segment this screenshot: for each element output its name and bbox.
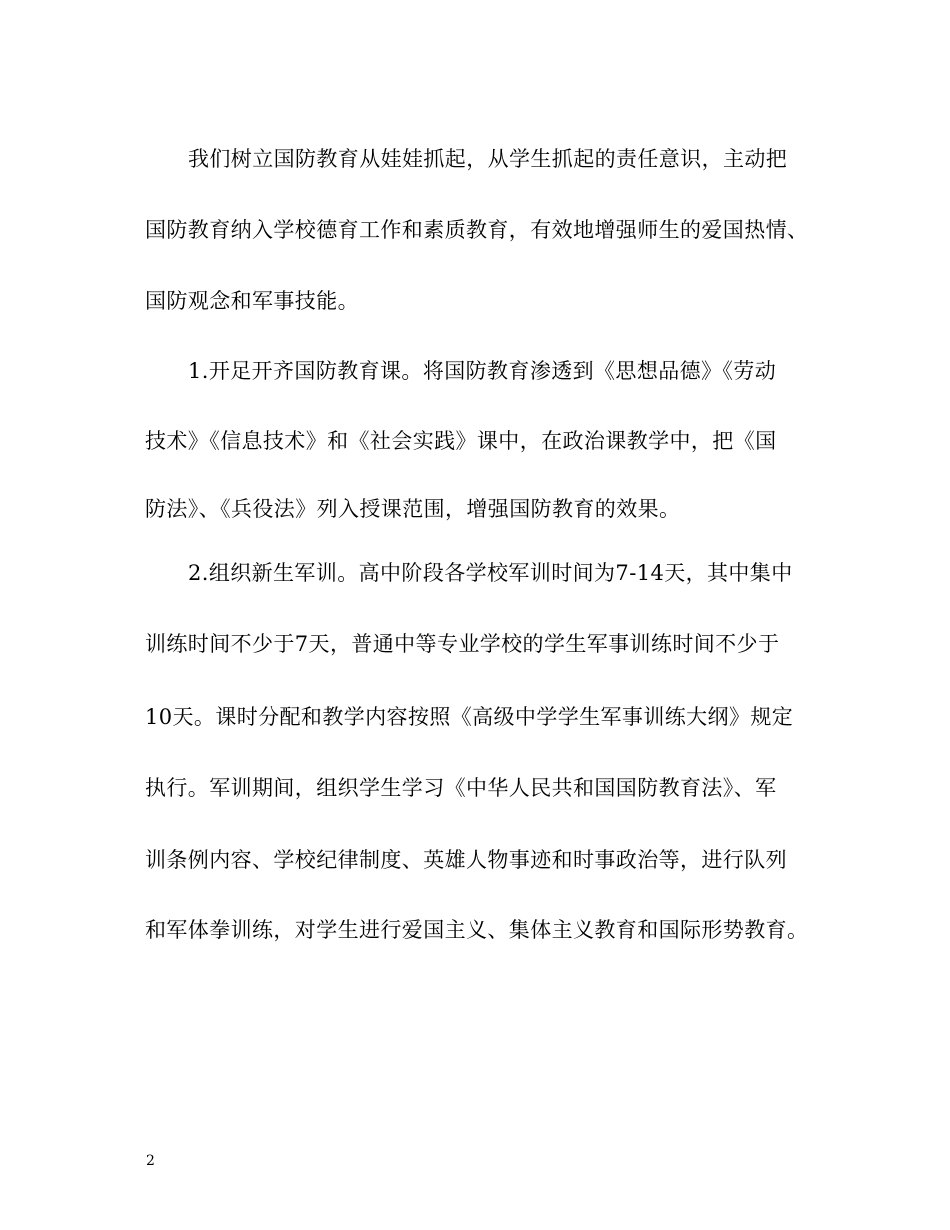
paragraph-3-line-4: 执行。军训期间，组织学生学习《中华人民共和国国防教育法》、军: [145, 776, 777, 800]
paragraph-3-line-5: 训条例内容、学校纪律制度、英雄人物事迹和时事政治等，进行队列: [145, 848, 787, 872]
paragraph-1-line-3: 国防观念和军事技能。: [145, 289, 359, 313]
paragraph-2-line-2: 技术》《信息技术》和《社会实践》课中，在政治课教学中，把《国: [145, 429, 777, 453]
paragraph-3-line-1: 2.组织新生军训。高中阶段各学校军训时间为7-14天，其中集中: [188, 561, 793, 585]
page-number: 2: [146, 1153, 155, 1169]
paragraph-2-line-3: 防法》、《兵役法》列入授课范围，增强国防教育的效果。: [145, 497, 681, 521]
paragraph-3-line-3: 10天。课时分配和教学内容按照《高级中学学生军事训练大纲》规定: [145, 705, 794, 729]
paragraph-1-line-2: 国防教育纳入学校德育工作和素质教育，有效地增强师生的爱国热情、: [145, 218, 809, 242]
paragraph-1-line-1: 我们树立国防教育从娃娃抓起，从学生抓起的责任意识，主动把: [188, 147, 788, 171]
paragraph-3-line-6: 和军体拳训练，对学生进行爱国主义、集体主义教育和国际形势教育。: [145, 918, 809, 942]
paragraph-2-line-1: 1.开足开齐国防教育课。将国防教育渗透到《思想品德》《劳动: [188, 359, 777, 383]
paragraph-3-line-2: 训练时间不少于7天，普通中等专业学校的学生军事训练时间不少于: [145, 632, 780, 656]
